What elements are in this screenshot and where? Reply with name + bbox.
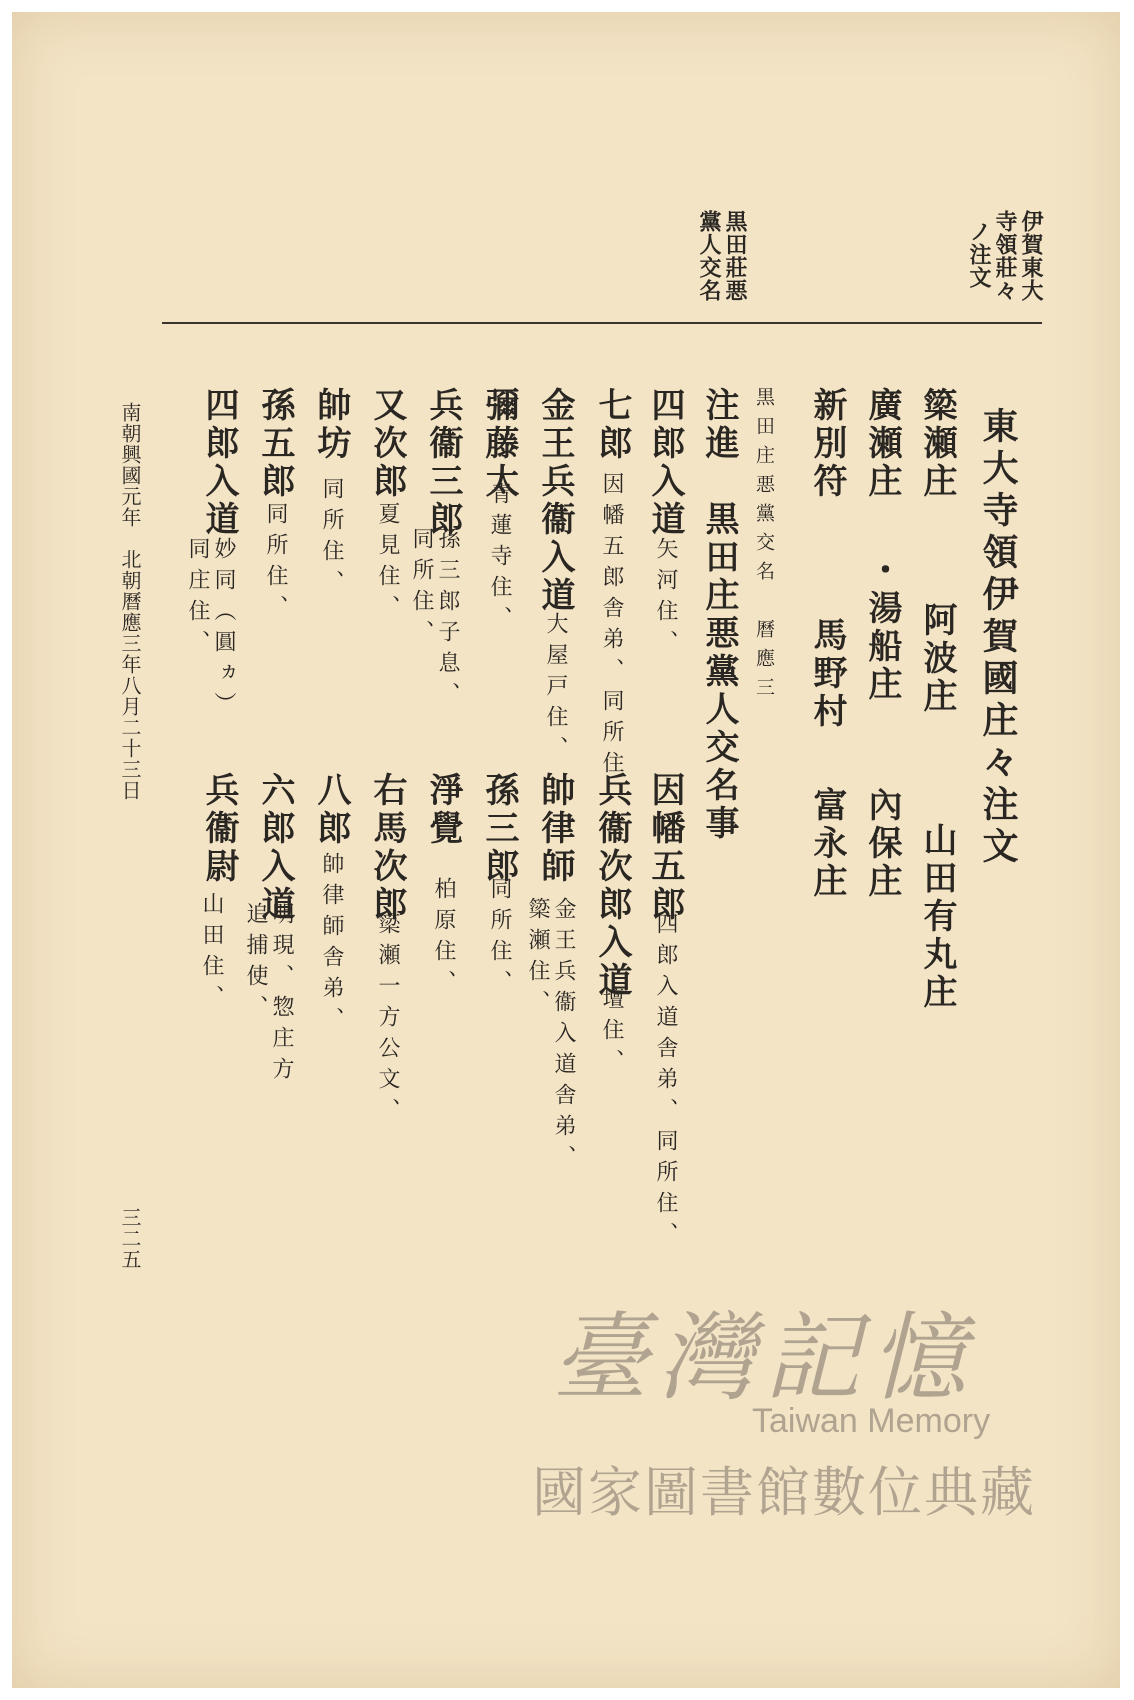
entry-note: 壇住、 [599, 987, 624, 1080]
section1-title: 東大寺領伊賀國庄々注文 [977, 407, 1019, 869]
header-note-right-3: ノ注文 [966, 220, 992, 289]
entry-note: 帥律師舎弟、 [319, 852, 344, 1038]
section1-col3-b: 馬野村 [807, 617, 847, 731]
section1-col2-b: ・湯船庄 [862, 552, 902, 704]
entry-note: 因幡五郎舎弟、同所住、 [599, 472, 624, 813]
section2-title: 注進 黒田庄悪黨人交名事 [699, 387, 739, 843]
entry-note: 同所住、 [409, 527, 434, 651]
section1-col2-a: 廣瀬庄 [862, 387, 902, 501]
header-note-right-2: 寺領莊々 [992, 210, 1018, 302]
entry-note: 簗瀬一方公文、 [375, 912, 400, 1129]
section1-col3-c: 富永庄 [807, 787, 847, 901]
entry-name: 孫五郎 [255, 387, 295, 501]
section1-col1-b: 阿波庄 [917, 602, 957, 716]
entry-name: 右馬次郎 [367, 772, 407, 924]
entry-name: 帥坊 [311, 387, 351, 463]
header-note-right-1: 伊賀東大 [1018, 210, 1044, 302]
header-note-left-2: 黨人交名 [696, 210, 722, 302]
watermark-english: Taiwan Memory [752, 1402, 991, 1440]
entry-note: 簗瀬住、 [525, 897, 550, 1021]
entry-name: 兵衞次郎入道 [592, 772, 632, 1000]
entry-note: 柏原住、 [431, 877, 456, 1001]
section2-ref-note: 黒田庄悪黨交名 曆應三 [753, 387, 775, 706]
watermark-script: 臺灣記憶 [552, 1302, 976, 1414]
entry-name: 兵衞三郎 [423, 387, 463, 539]
entry-name: 因幡五郎 [645, 772, 685, 924]
entry-note: 明現、惣庄方 [269, 902, 294, 1088]
document-page [12, 12, 1120, 1688]
entry-name: 又次郎 [367, 387, 407, 501]
entry-note: 同所住、 [319, 477, 344, 601]
entry-name: 帥律師 [535, 772, 575, 886]
entry-note: 夏見住、 [375, 502, 400, 626]
entry-name: 八郎 [311, 772, 351, 848]
entry-note: 青蓮寺住、 [487, 482, 512, 637]
entry-note: 矢河住、 [653, 537, 678, 661]
section1-col1-c: 山田有丸庄 [917, 822, 957, 1012]
entry-note: 同所住、 [487, 877, 512, 1001]
entry-name: 七郎 [592, 387, 632, 463]
section1-col3-a: 新別符 [807, 387, 847, 501]
entry-name: 彌藤太 [479, 387, 519, 501]
section1-col2-c: 內保庄 [862, 787, 902, 901]
entry-note: 追捕使、 [243, 902, 268, 1026]
entry-note: 同所住、 [263, 502, 288, 626]
page-number: 三二五 [118, 1207, 142, 1270]
section1-col1-a: 簗瀬庄 [917, 387, 957, 501]
entry-name: 六郎入道 [255, 772, 295, 924]
entry-note: 金王兵衞入道舎弟、 [551, 897, 576, 1176]
header-rule [162, 322, 1042, 324]
watermark-chinese: 國家圖書館數位典藏 [532, 1461, 1036, 1524]
footer-date: 南朝興國元年 北朝曆應三年八月二十三日 [118, 402, 142, 801]
entry-note: 妙同（圓ヵ） [211, 537, 236, 723]
entry-name: 金王兵衞入道 [535, 387, 575, 615]
header-note-left-1: 黒田莊悪 [722, 210, 748, 302]
entry-note: 四郎入道舎弟、同所住、 [653, 912, 678, 1253]
entry-name: 四郎入道 [645, 387, 685, 539]
entry-name: 淨覺 [423, 772, 463, 848]
entry-name: 四郎入道 [199, 387, 239, 539]
entry-note: 大屋戸住、 [543, 612, 568, 767]
entry-note: 孫三郎子息、 [435, 527, 460, 713]
entry-note: 山田住、 [199, 892, 224, 1016]
entry-name: 兵衞尉 [199, 772, 239, 886]
entry-name: 孫三郎 [479, 772, 519, 886]
watermark [512, 1282, 1072, 1582]
entry-note: 同庄住、 [185, 537, 210, 661]
